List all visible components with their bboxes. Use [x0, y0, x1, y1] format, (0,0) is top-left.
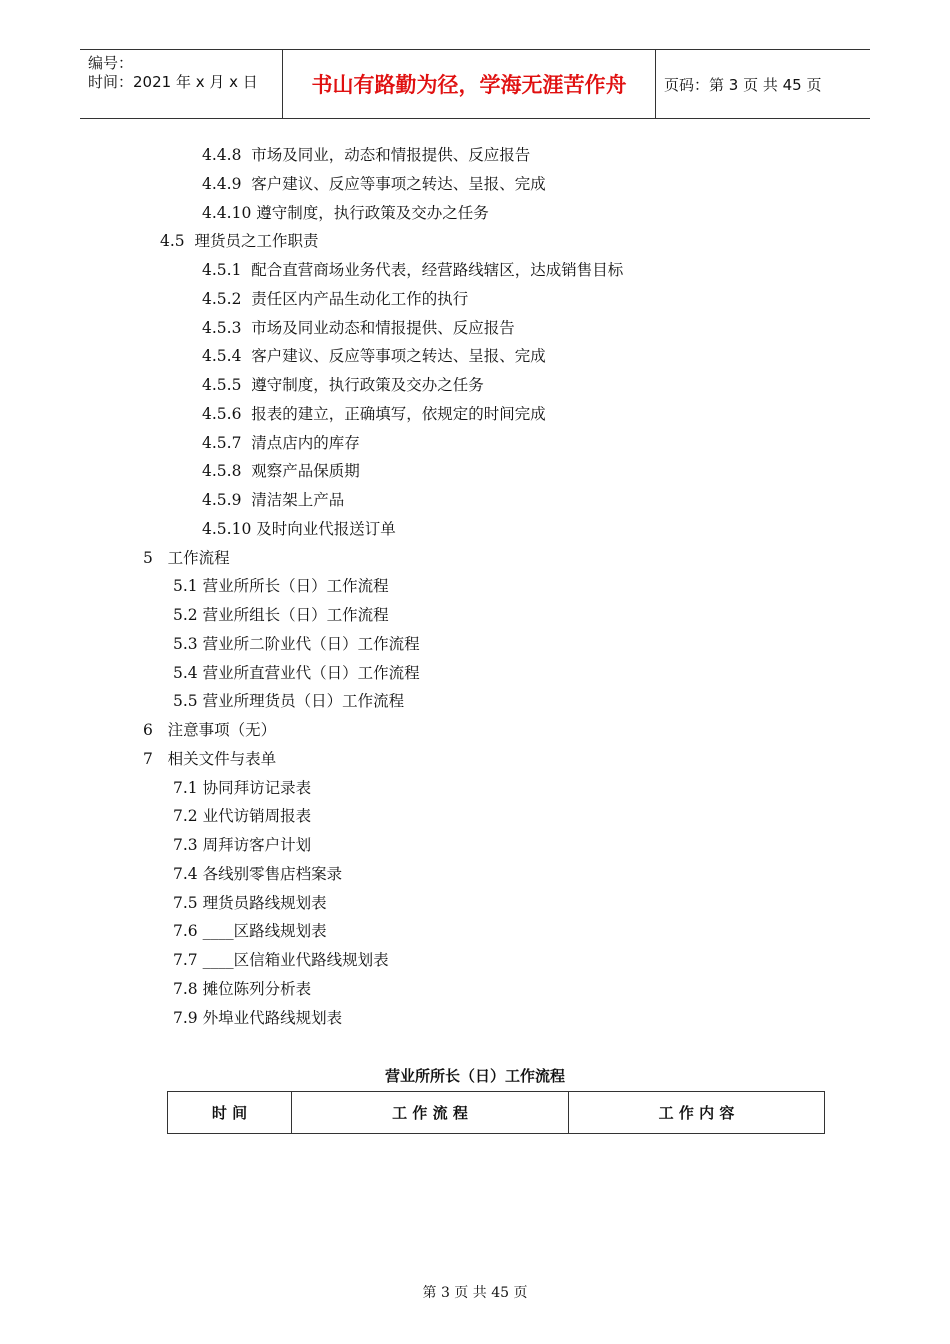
- page-info: 页码：第 3 页 共 45 页: [664, 75, 822, 94]
- outline-item: 5.3 营业所二阶业代（日）工作流程: [173, 634, 420, 653]
- outline-item: 7.7 ____区信箱业代路线规划表: [173, 951, 389, 969]
- outline-item: 6 注意事项（无）: [143, 721, 277, 739]
- outline-item: 4.5.5 遵守制度，执行政策及交办之任务: [202, 376, 484, 394]
- outline-item: 7.1 协同拜访记录表: [173, 778, 312, 797]
- header-meta: [88, 54, 280, 92]
- outline-item: 5 工作流程: [143, 548, 230, 567]
- outline-item: 4.5.6 报表的建立，正确填写，依规定的时间完成: [202, 404, 546, 423]
- workflow-table-header: [167, 1091, 825, 1134]
- outline-item: 4.5.3 市场及同业动态和情报提供、反应报告: [202, 318, 515, 337]
- table-header-time: 时 间: [168, 1092, 292, 1133]
- page-header: [80, 49, 870, 119]
- serial-label: 编号：: [88, 54, 134, 72]
- outline-item: 4.4.8 市场及同业，动态和情报提供、反应报告: [202, 146, 531, 164]
- outline-item: 4.5.8 观察产品保质期: [202, 462, 360, 481]
- outline-item: 4.4.9 客户建议、反应等事项之转达、呈报、完成: [202, 174, 546, 193]
- outline-item: 4.4.10 遵守制度，执行政策及交办之任务: [202, 203, 489, 222]
- outline-item: 7.2 业代访销周报表: [173, 807, 312, 826]
- outline-item: 7.4 各线别零售店档案录: [173, 864, 343, 883]
- outline-item: 7.8 摊位陈列分析表: [173, 979, 312, 998]
- outline-item: 4.5.1 配合直营商场业务代表，经营路线辖区，达成销售目标: [202, 261, 624, 279]
- table-header-content: 工 作 内 容: [658, 1104, 735, 1122]
- outline-item: 5.1 营业所所长（日）工作流程: [173, 577, 389, 596]
- table-title: 营业所所长（日）工作流程: [384, 1067, 565, 1085]
- outline-item: 7 相关文件与表单: [143, 749, 277, 768]
- table-header-process: 工 作 流 程: [292, 1092, 569, 1133]
- outline-item: 4.5.9 清洁架上产品: [202, 491, 345, 509]
- outline-item: 4.5 理货员之工作职责: [160, 232, 319, 251]
- outline-item: 7.5 理货员路线规划表: [173, 893, 327, 912]
- motto: 书山有路勤为径，学海无涯苦作舟: [282, 50, 656, 118]
- outline-item: 5.5 营业所理货员（日）工作流程: [173, 692, 405, 711]
- outline-item: 7.6 ____区路线规划表: [173, 922, 327, 941]
- outline-item: 4.5.10 及时向业代报送订单: [202, 519, 396, 538]
- outline-item: 4.5.2 责任区内产品生动化工作的执行: [202, 289, 469, 308]
- time-label: 时间：2021 年 x 月 x 日: [88, 73, 258, 91]
- outline-item: 4.5.4 客户建议、反应等事项之转达、呈报、完成: [202, 347, 546, 366]
- outline-item: 7.3 周拜访客户计划: [173, 836, 312, 854]
- outline-item: 7.9 外埠业代路线规划表: [173, 1008, 343, 1027]
- outline-item: 4.5.7 清点店内的库存: [202, 433, 360, 452]
- page-footer: 第 3 页 共 45 页: [422, 1285, 528, 1301]
- outline-item: 5.2 营业所组长（日）工作流程: [173, 606, 389, 624]
- outline-item: 5.4 营业所直营业代（日）工作流程: [173, 663, 420, 682]
